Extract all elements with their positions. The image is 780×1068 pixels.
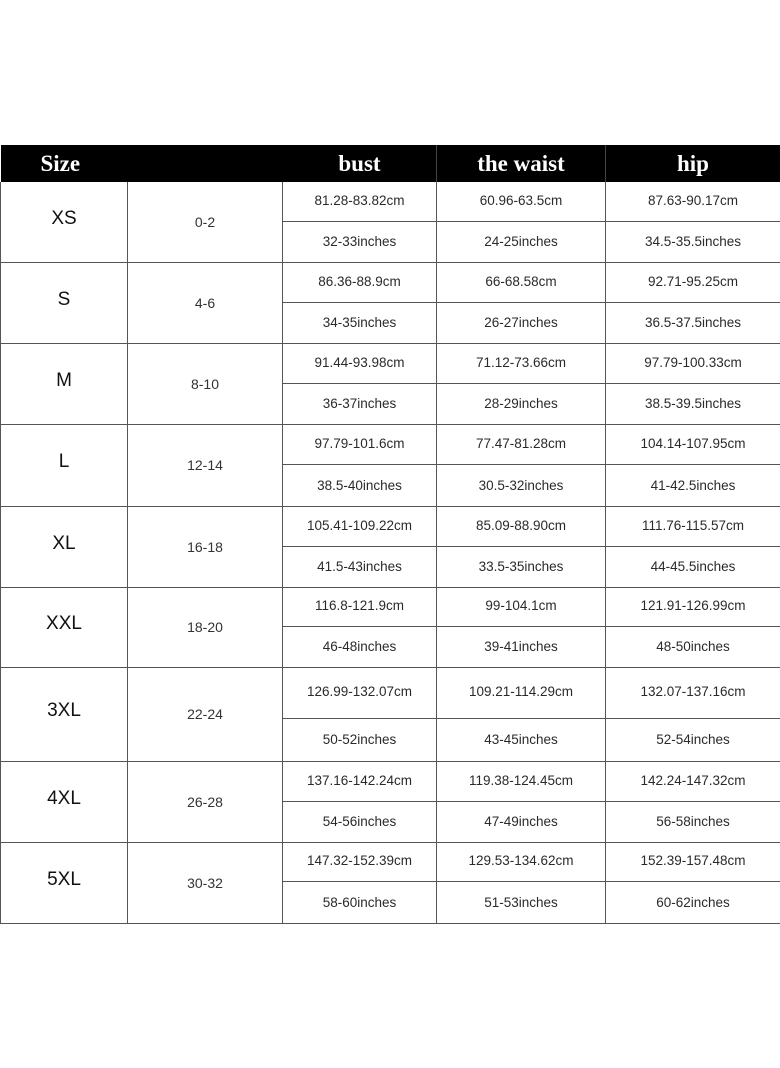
size-range: 8-10 [128,343,283,424]
size-label: S [1,262,128,343]
size-label: 5XL [1,842,128,923]
size-range: 26-28 [128,761,283,842]
bust-inches-cell: 34-35inches [283,302,437,343]
hip-cm-cell: 121.91-126.99cm [606,587,780,626]
table-row [1,182,780,221]
hip-inches-cell: 41-42.5inches [606,464,780,506]
table-row [1,667,780,718]
hip-inches-cell: 44-45.5inches [606,546,780,587]
hip-inches-cell: 60-62inches [606,881,780,923]
bust-inches-cell: 38.5-40inches [283,464,437,506]
bust-cm-cell: 137.16-142.24cm [283,761,437,801]
hip-cm-cell: 111.76-115.57cm [606,506,780,546]
hip-inches-cell: 48-50inches [606,626,780,667]
waist-inches-cell: 39-41inches [437,626,606,667]
size-label: XXL [1,587,128,667]
hip-inches-cell: 52-54inches [606,718,780,761]
hip-inches-cell: 34.5-35.5inches [606,221,780,262]
hip-cm-cell: 132.07-137.16cm [606,667,780,718]
table-row [1,424,780,464]
waist-cm-cell: 71.12-73.66cm [437,343,606,383]
size-chart-body [1,182,780,923]
waist-inches-cell: 51-53inches [437,881,606,923]
bust-inches-cell: 54-56inches [283,801,437,842]
bust-cm-cell: 97.79-101.6cm [283,424,437,464]
waist-inches-cell: 30.5-32inches [437,464,606,506]
hip-inches-cell: 36.5-37.5inches [606,302,780,343]
waist-inches-cell: 33.5-35inches [437,546,606,587]
size-range: 22-24 [128,667,283,761]
bust-inches-cell: 32-33inches [283,221,437,262]
table-row [1,343,780,383]
hip-inches-cell: 56-58inches [606,801,780,842]
waist-inches-cell: 43-45inches [437,718,606,761]
bust-cm-cell: 126.99-132.07cm [283,667,437,718]
bust-inches-cell: 58-60inches [283,881,437,923]
hip-cm-cell: 142.24-147.32cm [606,761,780,801]
hip-cm-cell: 97.79-100.33cm [606,343,780,383]
header-size: Size [1,145,128,182]
bust-inches-cell: 41.5-43inches [283,546,437,587]
waist-cm-cell: 99-104.1cm [437,587,606,626]
waist-cm-cell: 109.21-114.29cm [437,667,606,718]
size-range: 18-20 [128,587,283,667]
header-row [1,145,780,182]
bust-cm-cell: 86.36-88.9cm [283,262,437,302]
hip-inches-cell: 38.5-39.5inches [606,383,780,424]
waist-cm-cell: 77.47-81.28cm [437,424,606,464]
header-range [128,145,283,182]
size-label: 3XL [1,667,128,761]
waist-cm-cell: 66-68.58cm [437,262,606,302]
size-range: 16-18 [128,506,283,587]
size-label: XL [1,506,128,587]
bust-inches-cell: 50-52inches [283,718,437,761]
size-range: 4-6 [128,262,283,343]
waist-cm-cell: 129.53-134.62cm [437,842,606,881]
waist-cm-cell: 85.09-88.90cm [437,506,606,546]
waist-inches-cell: 28-29inches [437,383,606,424]
bust-cm-cell: 116.8-121.9cm [283,587,437,626]
waist-cm-cell: 119.38-124.45cm [437,761,606,801]
size-label: XS [1,182,128,262]
hip-cm-cell: 104.14-107.95cm [606,424,780,464]
bust-cm-cell: 147.32-152.39cm [283,842,437,881]
table-row [1,506,780,546]
table-row [1,262,780,302]
bust-cm-cell: 91.44-93.98cm [283,343,437,383]
hip-cm-cell: 92.71-95.25cm [606,262,780,302]
header-bust: bust [283,145,437,182]
bust-cm-cell: 81.28-83.82cm [283,182,437,221]
size-chart-table [0,145,780,924]
size-range: 12-14 [128,424,283,506]
size-label: 4XL [1,761,128,842]
hip-cm-cell: 87.63-90.17cm [606,182,780,221]
size-range: 0-2 [128,182,283,262]
bust-cm-cell: 105.41-109.22cm [283,506,437,546]
hip-cm-cell: 152.39-157.48cm [606,842,780,881]
header-hip: hip [606,145,780,182]
waist-inches-cell: 47-49inches [437,801,606,842]
waist-inches-cell: 26-27inches [437,302,606,343]
table-row [1,842,780,881]
bust-inches-cell: 36-37inches [283,383,437,424]
size-range: 30-32 [128,842,283,923]
size-label: L [1,424,128,506]
table-row [1,761,780,801]
bust-inches-cell: 46-48inches [283,626,437,667]
waist-cm-cell: 60.96-63.5cm [437,182,606,221]
table-row [1,587,780,626]
waist-inches-cell: 24-25inches [437,221,606,262]
size-label: M [1,343,128,424]
header-waist: the waist [437,145,606,182]
